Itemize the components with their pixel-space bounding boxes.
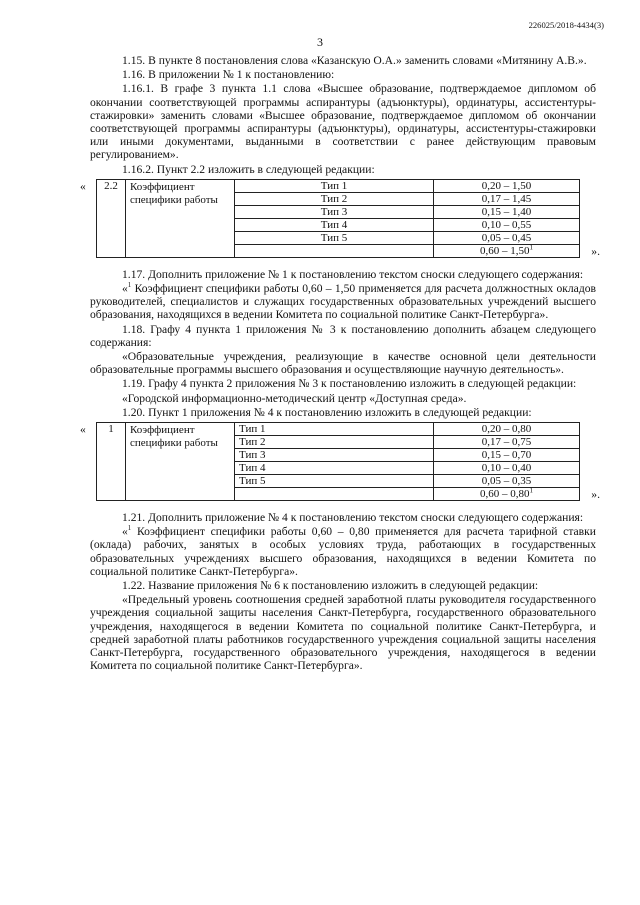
value-cell: 0,05 – 0,35: [434, 475, 580, 488]
type-cell: Тип 4: [235, 218, 434, 231]
footnote-body: Коэффициент специфики работы 0,60 – 1,50 применяется для расчета должностных окладов руководителей, специалистов и служащих государственных образовательных учреждений высшего образования, находящихся в ведении Комитета по социальной политике Санкт-Петербурга».: [90, 282, 597, 322]
paragraph-1-19: 1.19. Графу 4 пункта 2 приложения № 3 к постановлению изложить в следующей редакции:: [122, 377, 577, 391]
quote-open: «: [80, 179, 86, 193]
footnote-text-2: «$^1$ Коэффициент специфики работы 0,60 – 0,80 применяется для расчета тарифной ставки (оклада) рабочих, занятых в особых условиях труда, работающих в государственных образовательных учреждениях высшего образования, находящихся в ведении Комитета по социальной политике Санкт-Петербурга».: [90, 524, 596, 578]
value-cell: 0,20 – 1,50: [434, 179, 580, 192]
paragraph-1-22-quote: «Предельный уровень соотношения средней заработной платы руководителя государственного учреждения социальной защиты населения Санкт-Петербурга, государственного образовательного учреждения, находящегося в ведении Комитета по социальной политике Санкт-Петербурга, и средней заработной платы работников государственного учреждения социальной защиты населения Санкт-Петербурга, государственного образовательного учреждения, находящегося в ведении Комитета по социальной политике Санкт-Петербурга».: [90, 593, 596, 673]
footnote-text-1: «$^1$ Коэффициент специфики работы 0,60 – 1,50 применяется для расчета должностных окладов руководителей, специалистов и служащих государственных образовательных учреждений высшего образования, находящихся в ведении Комитета по социальной политике Санкт-Петербурга».: [90, 281, 597, 322]
value-cell: 0,17 – 1,45: [434, 192, 580, 205]
type-cell-empty: [235, 244, 434, 257]
quote-close: ».: [591, 487, 600, 501]
value-cell: 0,20 – 0,80: [434, 423, 580, 436]
value-cell: 0,10 – 0,40: [434, 462, 580, 475]
type-cell: Тип 4: [235, 462, 434, 475]
page-number: 3: [317, 35, 323, 49]
document-id: 226025/2018-4434(3): [528, 20, 604, 30]
paragraph-1-18-quote: «Образовательные учреждения, реализующие в качестве основной цели деятельности образовательные программы высшего образования и осуществляющие научную деятельность».: [90, 350, 596, 377]
footnote-mark: 1: [127, 524, 132, 533]
item-name: Коэффициент специфики работы: [126, 423, 235, 501]
paragraph-1-16-1: 1.16.1. В графе 3 пункта 1.1 слова «Высшее образование, подтверждаемое дипломом об окончании соответствующей программы аспирантуры (адъюнктуры), ординатуры, ассистентуры-стажировки» заменить словами «Высшее образование, подтверждаемое дипломом об окончании соответствующей программы аспирантуры (адъюнктуры), ординатуры, ассистентуры-стажировки или иными документами, выданными в соответствии с ранее действующим правовым регулированием».: [90, 82, 596, 162]
paragraph-1-18: 1.18. Графу 4 пункта 1 приложения № 3 к постановлению дополнить абзацем следующего содержания:: [90, 322, 596, 349]
type-cell-empty: [235, 488, 434, 501]
footnote-mark: 1: [529, 243, 533, 252]
paragraph-1-15: 1.15. В пункте 8 постановления слова «Казанскую О.А.» заменить словами «Митянину А.В.».: [122, 54, 587, 67]
type-cell: Тип 5: [235, 231, 434, 244]
paragraph-1-16: 1.16. В приложении № 1 к постановлению:: [122, 68, 335, 82]
paragraph-1-17: 1.17. Дополнить приложение № 1 к постановлению текстом сноски следующего содержания:: [122, 267, 584, 281]
footnote-mark: 1: [529, 486, 533, 495]
paragraph-1-22: 1.22. Название приложения № 6 к постановлению изложить в следующей редакции:: [122, 579, 539, 593]
value-cell: 0,05 – 0,45: [434, 231, 580, 244]
item-number: 1: [97, 423, 126, 501]
type-cell: Тип 1: [235, 179, 434, 192]
footnote-body: Коэффициент специфики работы 0,60 – 0,80 применяется для расчета тарифной ставки (оклада) рабочих, занятых в особых условиях труда, работающих в государственных образовательных учреждениях высшего образования, находящихся в ведении Комитета по социальной политике Санкт-Петербурга».: [90, 525, 596, 578]
paragraph-1-20: 1.20. Пункт 1 приложения № 4 к постановлению изложить в следующей редакции:: [122, 405, 532, 419]
footnote-mark: 1: [127, 281, 132, 290]
table-row: [97, 423, 580, 436]
type-cell: Тип 3: [235, 449, 434, 462]
value-cell: 0,10 – 0,55: [434, 218, 580, 231]
type-cell: Тип 3: [235, 205, 434, 218]
type-cell: Тип 5: [235, 475, 434, 488]
value-cell: 0,17 – 0,75: [434, 436, 580, 449]
type-cell: Тип 1: [235, 423, 434, 436]
quote-close: ».: [591, 244, 600, 258]
coefficient-table-1: [96, 179, 580, 258]
document-body: [80, 54, 600, 674]
value-cell: [434, 244, 580, 257]
table-item-2-2-wrapper: [80, 179, 600, 258]
extra-value: 0,60 – 1,50: [480, 244, 530, 257]
value-cell: 0,15 – 1,40: [434, 205, 580, 218]
paragraph-1-21: 1.21. Дополнить приложение № 4 к постановлению текстом сноски следующего содержания:: [122, 511, 584, 525]
coefficient-table-2: [96, 422, 580, 501]
value-cell: 0,15 – 0,70: [434, 449, 580, 462]
extra-value: 0,60 – 0,80: [480, 488, 530, 501]
item-number: 2.2: [97, 179, 126, 257]
quote-open: «: [80, 423, 86, 437]
table-item-1-wrapper: [80, 422, 600, 501]
table-row: [97, 179, 580, 192]
type-cell: Тип 2: [235, 436, 434, 449]
item-name: Коэффициент специфики работы: [126, 179, 235, 257]
paragraph-1-19-quote: «Городской информационно-методический центр «Доступная среда».: [122, 391, 467, 405]
paragraph-1-16-2: 1.16.2. Пункт 2.2 изложить в следующей редакции:: [122, 162, 375, 176]
type-cell: Тип 2: [235, 192, 434, 205]
value-cell: [434, 488, 580, 501]
